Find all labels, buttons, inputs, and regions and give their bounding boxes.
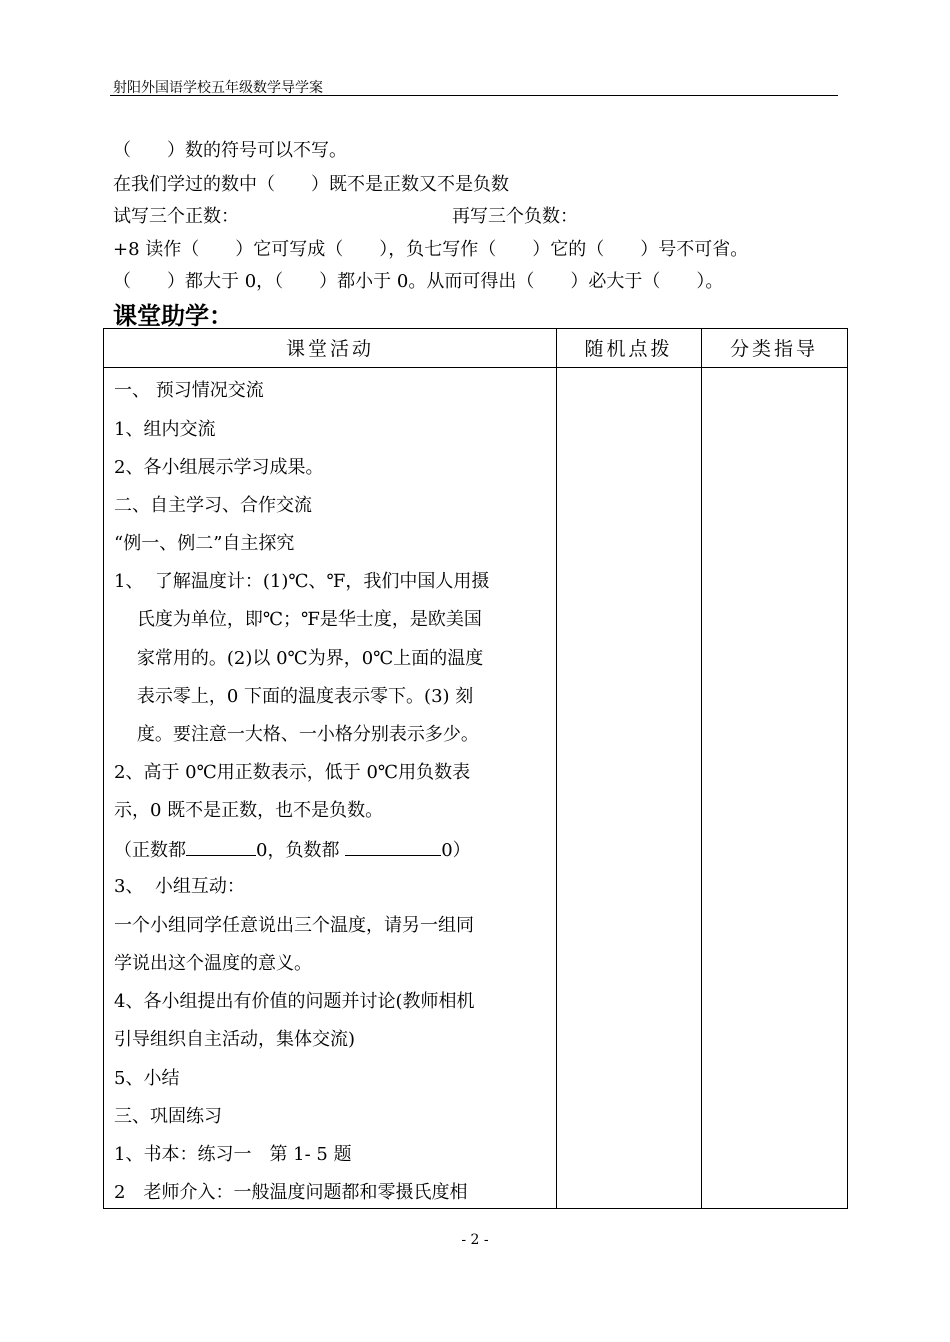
table-header-guidance: 随机点拨: [584, 338, 673, 360]
answer-blank-1[interactable]: [186, 837, 256, 856]
table-row: 家常用的。(2)以 0℃为界，0℃上面的温度: [114, 648, 484, 669]
intro-line-1: （ ）数的符号可以不写。: [113, 140, 347, 161]
answer-blank-2[interactable]: [345, 837, 441, 856]
intro-line-3b: 再写三个负数：: [452, 206, 578, 227]
header-row-divider: [104, 367, 847, 368]
header-divider: [110, 95, 838, 96]
fill-in-text-1: （正数都: [114, 840, 186, 861]
table-row: 学说出这个温度的意义。: [114, 953, 312, 974]
table-row: 表示零上，0 下面的温度表示零下。(3) 刻: [114, 686, 474, 707]
table-header-activity: 课堂活动: [285, 338, 374, 360]
table-row: 2、各小组展示学习成果。: [114, 457, 324, 478]
table-row: 4、各小组提出有价值的问题并讨论(教师相机: [114, 991, 475, 1012]
intro-line-5: （ ）都大于 0，（ ）都小于 0。从而可得出（ ）必大于（ ）。: [113, 271, 724, 292]
intro-line-3a: 试写三个正数：: [113, 206, 239, 227]
table-row: 示，0 既不是正数，也不是负数。: [114, 800, 384, 821]
intro-line-4: +8 读作（ ）它可写成（ ），负七写作（ ）它的（ ）号不可省。: [113, 239, 749, 260]
table-row: 2、高于 0℃用正数表示，低于 0℃用负数表: [114, 762, 471, 783]
activity-table: [103, 328, 848, 1209]
table-row: 1、 了解温度计：(1)℃、℉，我们中国人用摄: [114, 571, 490, 592]
table-row: 氏度为单位，即℃；℉是华士度，是欧美国: [114, 609, 482, 630]
document-header-title: 射阳外国语学校五年级数学导学案: [113, 80, 323, 96]
table-row: 1、组内交流: [114, 419, 216, 440]
table-row: 5、小结: [114, 1068, 180, 1089]
table-row: 度。要注意一大格、一小格分别表示多少。: [114, 724, 479, 745]
table-header-classified: 分类指导: [729, 338, 818, 360]
table-row: 引导组织自主活动，集体交流): [114, 1029, 356, 1050]
table-row: 一、 预习情况交流: [114, 380, 264, 401]
column-divider-2: [701, 329, 702, 1208]
fill-in-text-3: 0）: [441, 840, 471, 861]
table-row: 一个小组同学任意说出三个温度，请另一组同: [114, 915, 474, 936]
table-row: “例一、例二”自主探究: [114, 533, 295, 554]
table-row: 二、自主学习、合作交流: [114, 495, 312, 516]
fill-in-text-2: 0，负数都: [256, 840, 346, 861]
page-number: - 2 -: [461, 1232, 489, 1248]
intro-line-2: 在我们学过的数中（ ）既不是正数又不是负数: [113, 174, 509, 195]
fill-in-line: [114, 837, 471, 863]
table-row: 2 老师介入：一般温度问题都和零摄氏度相: [114, 1182, 468, 1203]
column-divider-1: [556, 329, 557, 1208]
table-row: 3、 小组互动：: [114, 876, 245, 897]
table-row: 三、巩固练习: [114, 1106, 222, 1127]
section-title: 课堂助学：: [113, 302, 233, 330]
table-row: 1、书本：练习一 第 1- 5 题: [114, 1144, 352, 1165]
